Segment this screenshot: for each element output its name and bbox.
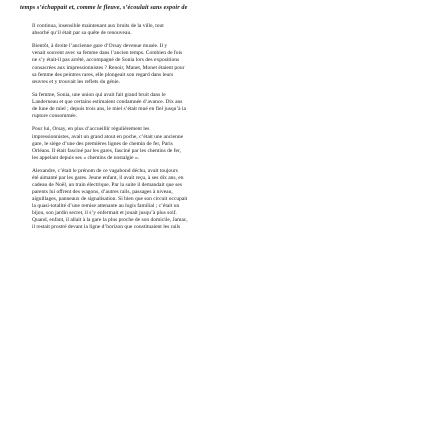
paragraph xyxy=(20,23,419,37)
text-line: impressionnistes, avait un grand atout en poche, c’était une ancienne xyxy=(32,133,184,140)
text-line: ne s’y était-il pas arrêté, accompagné de Sonia lors des expositions xyxy=(32,57,180,64)
text-line: gare, le siège d’une des premières lignes de chemin de fer, Paris xyxy=(32,140,173,147)
text-line: Bientôt, à droite l’ancienne gare d’Orsay devenue musée. Il y xyxy=(32,43,168,50)
text-line: consacrées aux impressionnistes ? Renoir, Manet, Monet étaient pour xyxy=(32,64,185,71)
page-top-line: temps s’échappait et, comme le fleuve, s’écoulait sans espoir de xyxy=(20,4,188,11)
text-line: parents lui offrent des wagons, d’autres rails, passages à niveau, xyxy=(32,189,173,196)
text-line: cadeau de Noël, un train électrique. Par la suite il demandait que ses xyxy=(32,182,182,189)
text-line: Landerneau et que certains estimaient condamnée d’avance. Dix ans xyxy=(32,99,183,106)
text-line: Sa femme, Sonia, une union qui avait fait grand bruit dans le xyxy=(32,91,166,98)
text-line: Pour lui, Orsay, en plus d’accueillir régulièrement les xyxy=(32,126,150,133)
text-line: été aimanté par les gares. Jeune enfant, il avait reçu, à ses dix ans, en xyxy=(32,175,184,182)
text-line: aiguillages, panneaux de signalisation. Si bien que son circuit occupait xyxy=(32,196,188,203)
text-line: la quasi-totalité d’une remise attenante au logis familial ; c’était un xyxy=(32,203,180,210)
paragraph xyxy=(20,92,419,120)
text-line: rupture consommée. xyxy=(32,113,77,120)
text-line: Orléans. Il était fasciné par les gares, fasciné par les chemins de fer, xyxy=(32,147,181,154)
text-line: Alexandre, c’était le prénom de ce vagabond déchu, avait toujours xyxy=(32,167,178,174)
document-body xyxy=(20,23,419,231)
text-line: il restait prostré devant la ligne d’horizon que constituaient les rails xyxy=(32,224,181,231)
paragraph xyxy=(20,126,419,161)
text-line: Il continua, insensible maintenant aux bruits de la ville, tout xyxy=(32,23,164,29)
section-gap xyxy=(20,12,419,23)
text-line: venait souvent avec sa femme dans l’ancien temps. Combien de fois xyxy=(32,50,183,57)
text-line: absorbé qu’il était par sa quête de renouveau. xyxy=(32,30,132,37)
paragraph xyxy=(20,168,419,231)
text-line: œuvres et y trouvait les reflets du génie. xyxy=(32,78,120,85)
text-line: les appelant depuis ses « chemins de nostalgie ». xyxy=(32,154,140,161)
text-line: sa femme des peintres rares, elle plongeait son regard dans leurs xyxy=(32,71,174,78)
text-line: de lune de miel ; depuis trois ans, le miel s’était mué en fiel jusqu’à la xyxy=(32,106,186,113)
text-line: bijou, son jardin secret, il s’y enfermait et jouait jusqu’à plus soif. xyxy=(32,210,177,217)
paragraph xyxy=(20,43,419,85)
text-line: Quand, enfant, il allait à la gare la plus proche de son domicile, Jamac, xyxy=(32,217,188,224)
